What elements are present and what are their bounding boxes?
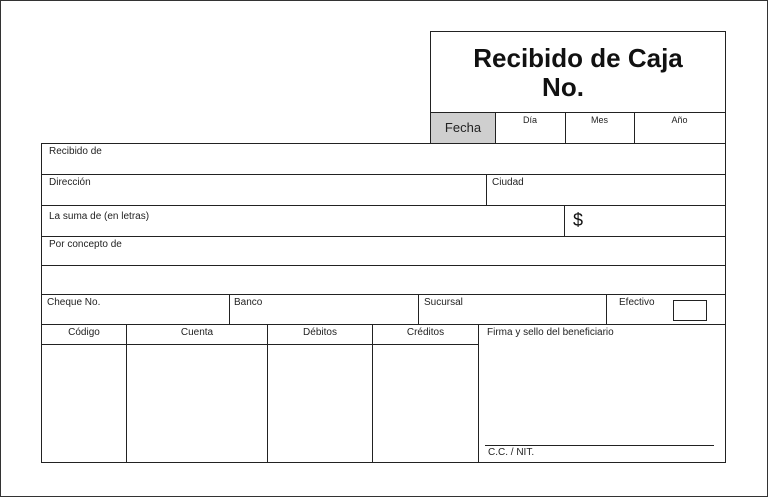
city-label: Ciudad xyxy=(492,177,524,188)
address-label: Dirección xyxy=(49,177,91,188)
ledger-col-divider-4 xyxy=(478,324,479,463)
receipt-title xyxy=(431,44,725,102)
row-divider-1 xyxy=(41,174,726,175)
id-label: C.C. / NIT. xyxy=(488,447,535,458)
row-divider-3 xyxy=(41,236,726,237)
branch-divider xyxy=(418,294,419,325)
cash-label: Efectivo xyxy=(619,297,655,308)
form-bottom-border xyxy=(41,462,726,463)
day-label: Día xyxy=(522,115,537,125)
receipt-title-line1: Recibido de Caja xyxy=(473,43,683,73)
month-label: Mes xyxy=(590,115,608,125)
col-code-header: Código xyxy=(68,327,100,338)
form-left-border xyxy=(41,143,42,463)
year-label: Año xyxy=(671,115,688,125)
ledger-header-divider xyxy=(41,344,478,345)
cash-divider xyxy=(606,294,607,325)
row-divider-2 xyxy=(41,205,726,206)
signature-label: Firma y sello del beneficiario xyxy=(487,327,614,338)
signature-line xyxy=(485,445,714,446)
title-box-right xyxy=(725,31,726,144)
row-divider-6 xyxy=(41,324,726,325)
amount-words-label: La suma de (en letras) xyxy=(49,211,150,222)
ledger-col-divider-3 xyxy=(372,324,373,463)
date-label: Fecha xyxy=(431,113,495,143)
bank-divider xyxy=(229,294,230,325)
check-no-label: Cheque No. xyxy=(47,297,101,308)
currency-symbol: $ xyxy=(573,210,584,230)
col-debits-header: Débitos xyxy=(303,327,337,338)
col-credits-header: Créditos xyxy=(406,327,445,338)
received-from-label: Recibido de xyxy=(49,146,102,157)
ledger-col-divider-2 xyxy=(267,324,268,463)
form-top-border xyxy=(41,143,726,144)
row-divider-4 xyxy=(41,265,726,266)
ledger-col-divider-1 xyxy=(126,324,127,463)
amount-divider xyxy=(564,205,565,237)
col-account-header: Cuenta xyxy=(180,327,214,338)
city-divider xyxy=(486,174,487,206)
form-right-border xyxy=(725,143,726,463)
concept-label: Por concepto de xyxy=(49,239,122,250)
row-divider-5 xyxy=(41,294,726,295)
branch-label: Sucursal xyxy=(424,297,463,308)
cash-checkbox[interactable] xyxy=(673,300,707,321)
title-box-top xyxy=(430,31,726,32)
receipt-number-label: No. xyxy=(542,72,584,102)
bank-label: Banco xyxy=(234,297,263,308)
